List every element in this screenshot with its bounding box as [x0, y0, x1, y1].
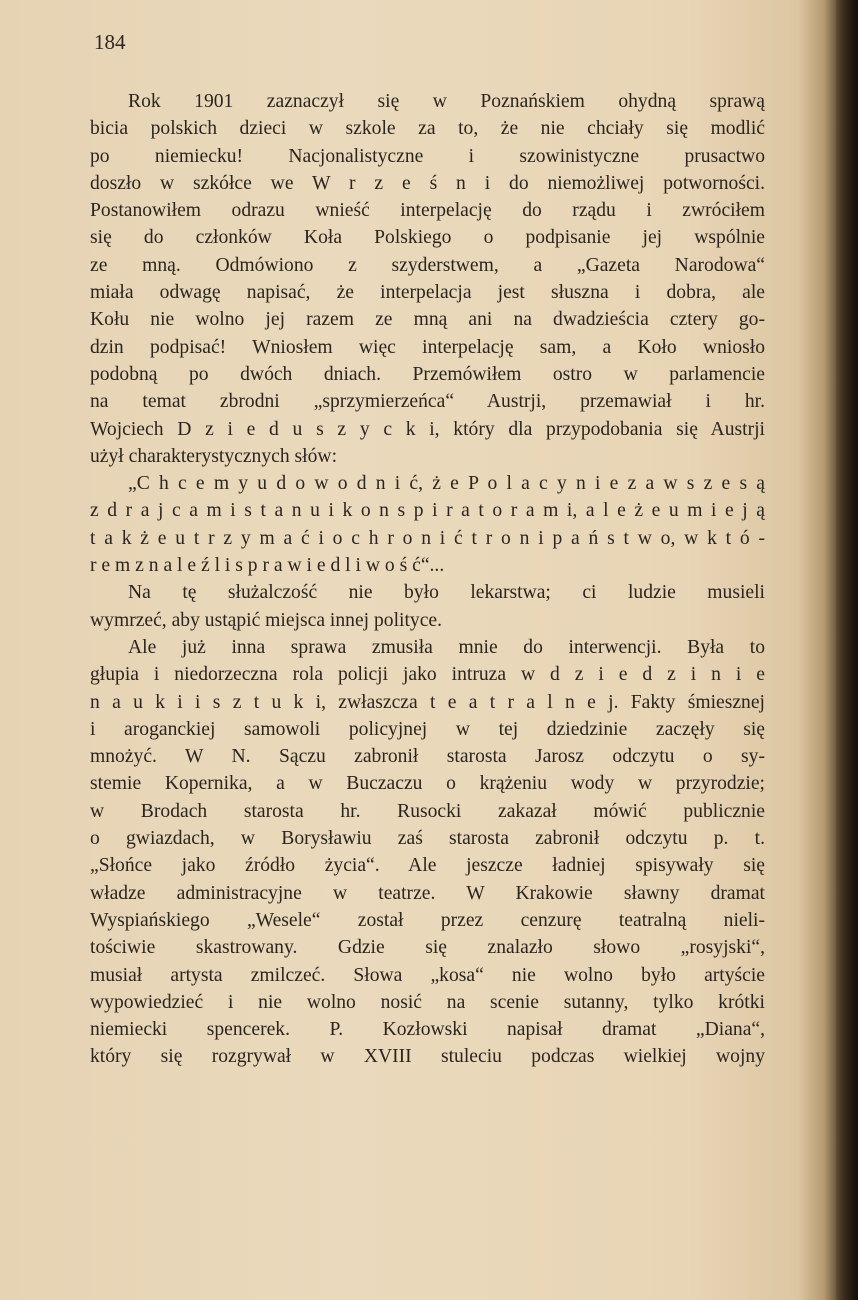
- text-line: bicia polskich dzieci w szkole za to, że nie chciały się modlić: [90, 118, 765, 140]
- text-line: i aroganckiej samowoli policyjnej w tej dziedzinie zaczęły się: [90, 718, 765, 740]
- book-binding-edge: [836, 0, 858, 1300]
- text-line: Wyspiańskiego „Wesele“ został przez cenzurę teatralną nieli-: [90, 909, 765, 931]
- text-line: dzin podpisać! Wniosłem więc interpelację sam, a Koło wniosło: [90, 336, 765, 358]
- text-line: musiał artysta zmilczeć. Słowa „kosa“ nie wolno było artyście: [90, 964, 765, 986]
- text-line: głupia i niedorzeczna rola policji jako intruza w d z i e d z i n i e: [90, 664, 765, 686]
- text-line: który się rozgrywał w XVIII stuleciu podczas wielkiej wojny: [90, 1046, 765, 1068]
- text-line: się do członków Koła Polskiego o podpisanie jej wspólnie: [90, 227, 765, 249]
- text-line: w Brodach starosta hr. Rusocki zakazał mówić publicznie: [90, 800, 765, 822]
- text-line: Rok 1901 zaznaczył się w Poznańskiem ohydną sprawą: [128, 91, 765, 112]
- text-line: tościwie skastrowany. Gdzie się znalazło słowo „rosyjski“,: [90, 937, 765, 959]
- text-line: miała odwagę napisać, że interpelacja jest słuszna i dobra, ale: [90, 282, 765, 304]
- text-line: z d r a j c a m i s t a n u i k o n s p i r a t o r a m i, a l e ż e u m i e j ą: [90, 500, 765, 522]
- text-line: Wojciech D z i e d u s z y c k i, który dla przypodobania się Austrji: [90, 418, 765, 440]
- text-line: wypowiedzieć i nie wolno nosić na scenie sutanny, tylko krótki: [90, 991, 765, 1013]
- text-line: Na tę służalczość nie było lekarstwa; ci ludzie musieli: [128, 582, 765, 604]
- text-line: r e m z n a l e ź l i s p r a w i e d l i w o ś ć“...: [90, 555, 445, 577]
- text-line: „Słońce jako źródło życia“. Ale jeszcze ładniej spisywały się: [90, 855, 765, 877]
- text-line: mnożyć. W N. Sączu zabronił starosta Jarosz odczytu o sy-: [90, 746, 765, 768]
- text-line: władze administracyjne w teatrze. W Krakowie sławny dramat: [90, 882, 765, 904]
- page-number: 184: [94, 30, 126, 54]
- text-line: niemiecki spencerek. P. Kozłowski napisał dramat „Diana“,: [90, 1019, 765, 1041]
- text-line: ze mną. Odmówiono z szyderstwem, a „Gazeta Narodowa“: [90, 254, 765, 276]
- text-line: Postanowiłem odrazu wnieść interpelację do rządu i zwróciłem: [90, 200, 765, 222]
- body-text: [90, 88, 765, 1071]
- text-line: o gwiazdach, w Borysławiu zaś starosta zabronił odczytu p. t.: [90, 828, 765, 850]
- text-line: podobną po dwóch dniach. Przemówiłem ostro w parlamencie: [90, 363, 765, 385]
- text-line: użył charakterystycznych słów:: [90, 445, 338, 467]
- text-line: Kołu nie wolno jej razem ze mną ani na dwadzieścia cztery go-: [90, 309, 765, 331]
- text-line: „C h c e m y u d o w o d n i ć, ż e P o l a c y n i e z a w s z e s ą: [128, 473, 765, 495]
- text-line: t a k ż e u t r z y m a ć i o c h r o n i ć t r o n i p a ń s t w o, w k t ó -: [90, 527, 765, 549]
- text-line: wymrzeć, aby ustąpić miejsca innej polityce.: [90, 609, 443, 631]
- text-line: na temat zbrodni „sprzymierzeńca“ Austrji, przemawiał i hr.: [90, 391, 765, 413]
- text-line: Ale już inna sprawa zmusiła mnie do interwencji. Była to: [128, 636, 765, 658]
- text-line: po niemiecku! Nacjonalistyczne i szowinistyczne prusactwo: [90, 145, 765, 167]
- text-line: stemie Kopernika, a w Buczaczu o krążeniu wody w przyrodzie;: [90, 773, 765, 795]
- text-line: doszło w szkółce we W r z e ś n i do niemożliwej potworności.: [90, 172, 765, 194]
- text-line: n a u k i i s z t u k i, zwłaszcza t e a t r a l n e j. Fakty śmiesznej: [90, 691, 765, 713]
